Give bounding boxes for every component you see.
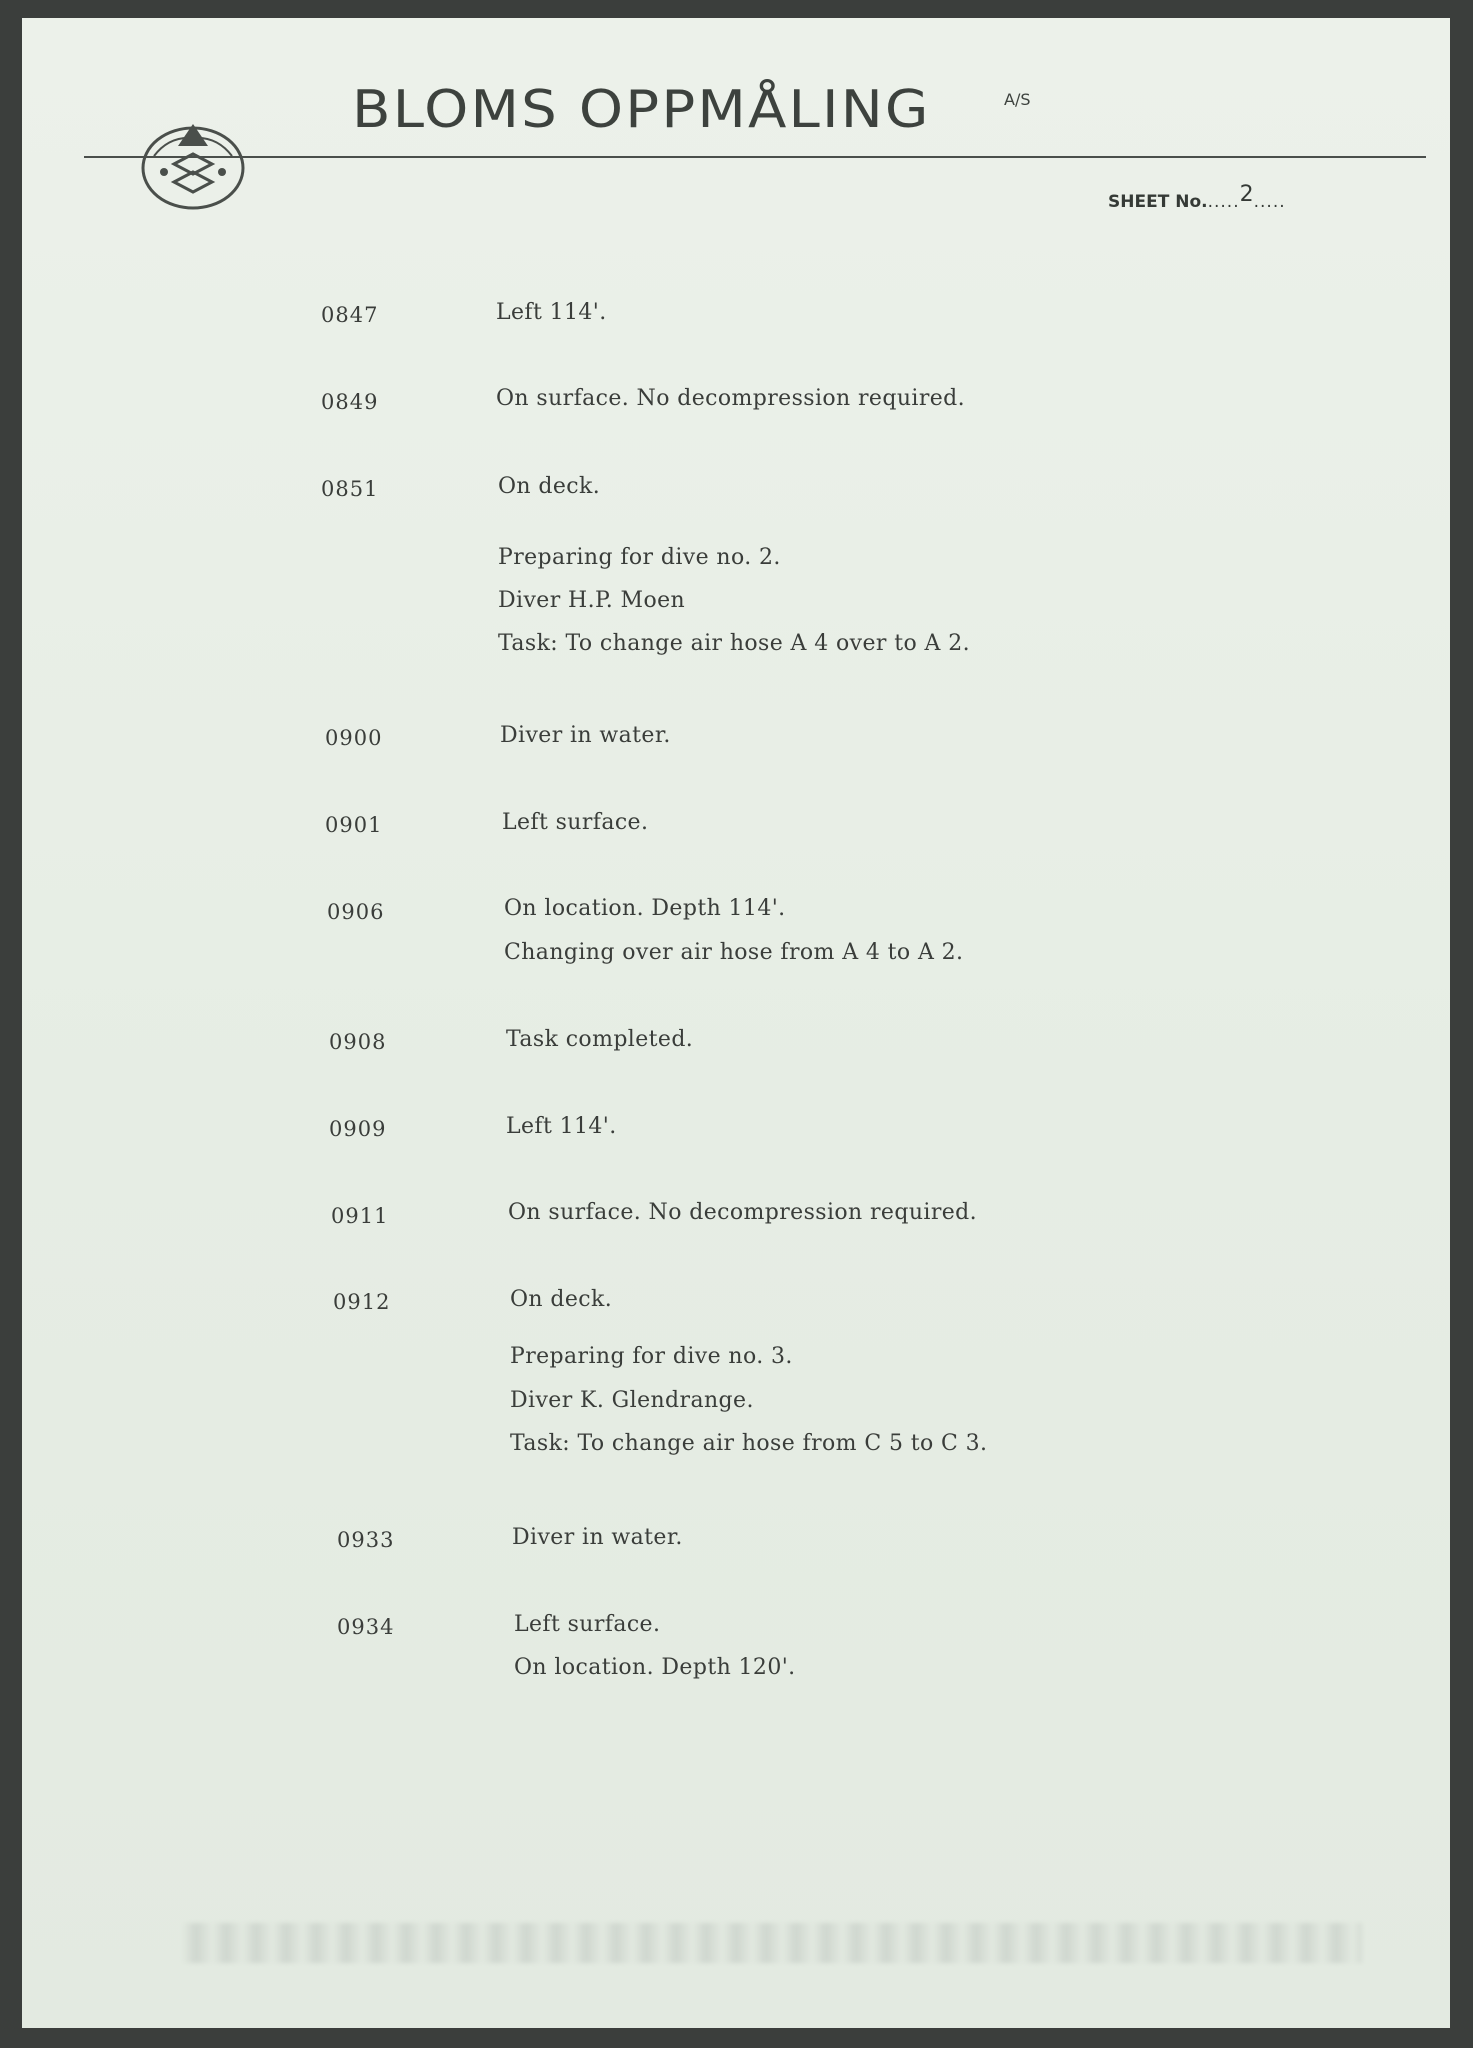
log-text: Task completed. (506, 1027, 694, 1052)
log-text: Left surface. (514, 1612, 661, 1637)
log-text: Left 114'. (506, 1114, 617, 1139)
log-time: 0911 (331, 1204, 389, 1228)
log-time: 0851 (321, 477, 379, 501)
log-time: 0933 (337, 1528, 395, 1552)
sheet-number: 2 (1239, 182, 1254, 207)
log-text: Diver in water. (500, 723, 671, 748)
log-time: 0901 (325, 813, 383, 837)
sheet-dots-after: ..... (1253, 192, 1286, 212)
log-text: Preparing for dive no. 2. (498, 545, 781, 570)
log-text: Preparing for dive no. 3. (510, 1344, 793, 1369)
log-text: Diver H.P. Moen (498, 588, 686, 613)
log-time: 0908 (329, 1030, 387, 1054)
document-sheet (22, 18, 1450, 2028)
sheet-label: SHEET No. (1108, 192, 1208, 212)
log-time: 0912 (333, 1290, 391, 1314)
log-time: 0906 (327, 900, 385, 924)
log-text: Diver K. Glendrange. (510, 1388, 754, 1413)
log-text: On surface. No decompression required. (508, 1200, 978, 1225)
sheet-number-field (1108, 182, 1286, 213)
log-text: On location. Depth 120'. (514, 1655, 796, 1680)
log-text: Left surface. (502, 810, 649, 835)
log-time: 0934 (337, 1615, 395, 1639)
company-name: BLOMS OPPMÅLING (352, 80, 931, 140)
log-text: Changing over air hose from A 4 to A 2. (504, 940, 964, 965)
log-text: Diver in water. (512, 1525, 683, 1550)
header-divider (84, 156, 1426, 158)
log-time: 0909 (329, 1117, 387, 1141)
log-text: Left 114'. (496, 300, 607, 325)
log-text: Task: To change air hose from C 5 to C 3. (510, 1431, 988, 1456)
log-time: 0900 (325, 726, 383, 750)
paper-smudge (182, 1923, 1362, 1963)
log-text: On surface. No decompression required. (496, 386, 966, 411)
log-time: 0849 (321, 390, 379, 414)
sheet-dots-before: ..... (1207, 192, 1240, 212)
company-suffix: A/S (1004, 90, 1031, 109)
log-text: Task: To change air hose A 4 over to A 2. (498, 631, 970, 656)
company-logo-emblem (134, 116, 252, 226)
log-text: On deck. (510, 1287, 613, 1312)
log-text: On location. Depth 114'. (504, 896, 786, 921)
log-text: On deck. (498, 474, 601, 499)
log-time: 0847 (321, 303, 379, 327)
